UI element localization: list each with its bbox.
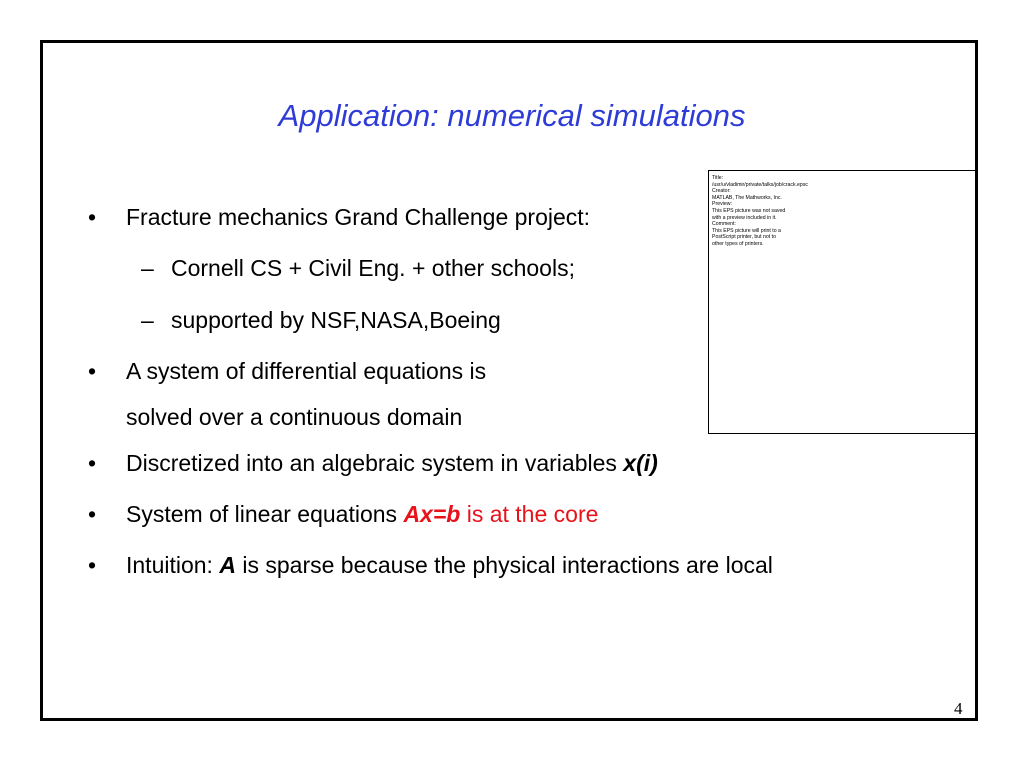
variable-a: A	[219, 552, 236, 578]
bullet-text-main: is sparse because the physical interactions are local	[235, 552, 773, 578]
bullet-text: Fracture mechanics Grand Challenge project:	[126, 204, 591, 230]
bullet-marker: •	[88, 501, 97, 527]
bullet-text-main: System of linear equations	[126, 501, 404, 527]
bullet-text	[126, 500, 598, 528]
eps-line: PostScript printer, but not to	[712, 234, 777, 241]
subbullet-text: Cornell CS + Civil Eng. + other schools;	[171, 255, 575, 281]
eps-line: MATLAB, The Mathworks, Inc.	[712, 194, 782, 201]
bullet-text	[126, 551, 773, 579]
bullet-marker: •	[88, 358, 97, 384]
page-number: 4	[954, 699, 963, 718]
slide-title: Application: numerical simulations	[278, 98, 746, 133]
eps-line: Title:	[712, 175, 724, 181]
subbullet-text: supported by NSF,NASA,Boeing	[171, 307, 501, 333]
bullet-text-line2: solved over a continuous domain	[126, 404, 463, 430]
bullet-marker: •	[88, 552, 97, 578]
bullet-marker: •	[88, 204, 97, 230]
dash-marker: –	[141, 255, 154, 281]
eps-line: other types of printers.	[712, 240, 764, 247]
bullet-marker: •	[88, 450, 97, 476]
eps-line: This EPS picture was not saved	[712, 207, 786, 214]
dash-marker: –	[141, 307, 154, 333]
bullet-text-line1: A system of differential equations is	[126, 358, 487, 384]
equation-ax-b: Ax=b	[403, 501, 461, 527]
eps-line: with a preview included in it.	[712, 214, 777, 221]
eps-image-placeholder	[708, 170, 976, 434]
bullet-text-highlight: is at the core	[460, 501, 599, 527]
bullet-text-prefix: Intuition:	[126, 552, 220, 578]
eps-line: Creator:	[712, 188, 731, 195]
eps-line: This EPS picture will print to a	[712, 227, 781, 234]
bullet-text	[126, 449, 658, 477]
eps-line: Comment:	[712, 221, 736, 228]
bullet-text-main: Discretized into an algebraic system in variables	[126, 450, 624, 476]
eps-line: Preview:	[712, 201, 732, 208]
eps-line: /usr/u/vladimir/private/talks/job/crack.epsc	[712, 181, 809, 188]
variable-x-i: x(i)	[623, 450, 658, 476]
